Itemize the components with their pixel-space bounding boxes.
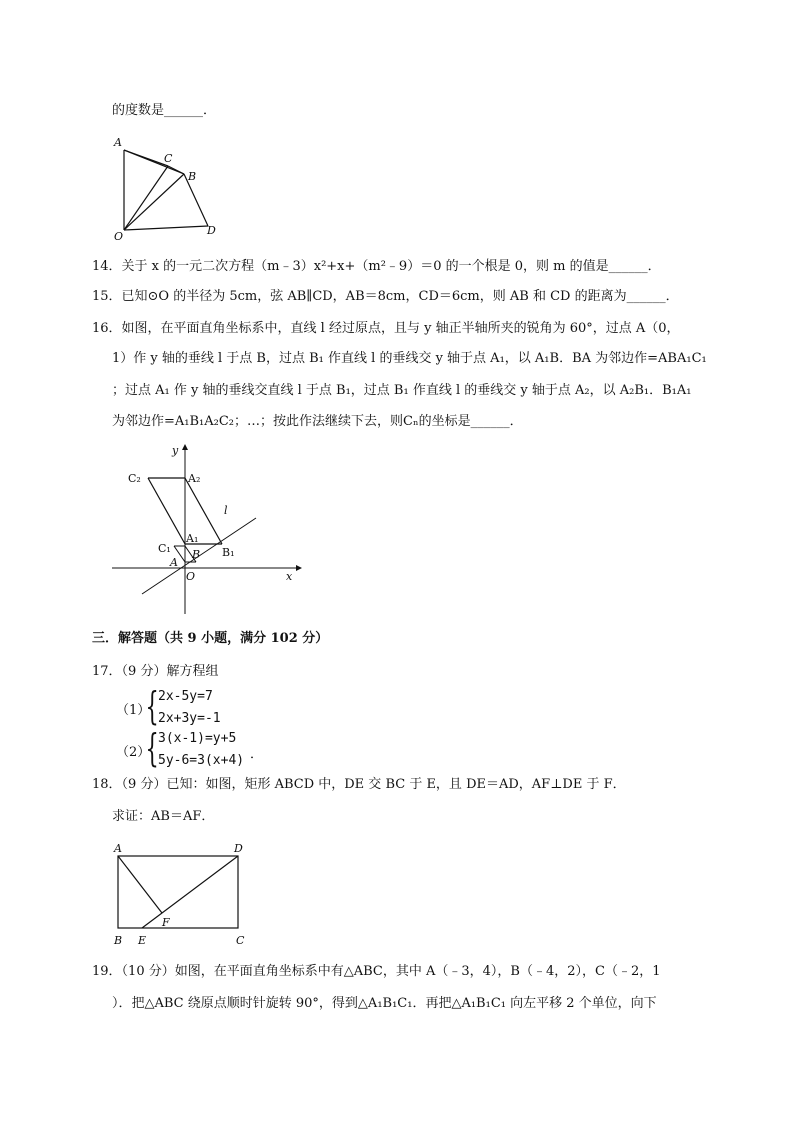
fig16-label-c2: C₂ [128,472,141,485]
q13-answer-line: 的度数是______． [112,103,217,118]
fig18-label-d: D [234,842,243,855]
fig18-label-a: A [114,842,122,855]
q17-part2-label: （2） [116,745,151,760]
fig16-label-l: l [224,504,228,517]
fig16-label-c1: C₁ [158,542,171,555]
fig13-label-b: B [188,170,197,183]
fig13-label-d: D [207,224,216,237]
fig18-label-e: E [138,934,147,947]
q17-part2-brace: { [145,726,159,770]
q17-part2-end: ． [250,747,264,762]
fig18-label-b: B [114,934,123,947]
q19-line-1: 19．（10 分）如图，在平面直角坐标系中有△ABC，其中 A（﹣3，4），B（﹣4，2），C（﹣2，1 [92,964,661,979]
q17-title: 17．（9 分）解方程组 [92,664,219,679]
q16-line-1: 16．如图，在平面直角坐标系中，直线 l 经过原点，且与 y 轴正半轴所夹的锐角为 60°，过点 A（0， [92,321,680,336]
fig16-label-y: y [172,444,179,457]
q16-line-4: 为邻边作=A₁B₁A₂C₂；…；按此作法继续下去，则Cₙ的坐标是______． [112,414,523,429]
fig16-label-x: x [286,570,293,583]
q18-line-2: 求证：AB＝AF． [112,809,215,824]
fig13-label-a: A [114,136,122,149]
q17-part1-brace: { [145,684,159,728]
q17-part2-eq2: 5y-6=3(x+4) [158,753,245,768]
fig16-label-b1: B₁ [222,546,235,559]
fig16-label-a2: A₂ [188,472,201,485]
q18-line-1: 18．（9 分）已知：如图，矩形 ABCD 中，DE 交 BC 于 E，且 DE＝AD，AF⊥DE 于 F． [92,777,626,792]
figure-q13 [110,128,220,243]
q17-part1-eq1: 2x-5y=7 [158,689,213,704]
q15-text: 15．已知⊙O 的半径为 5cm，弦 AB∥CD，AB＝8cm，CD＝6cm，则 AB 和 CD 的距离为______． [92,289,679,304]
q17-part2-eq1: 3(x-1)=y+5 [158,731,237,746]
q19-line-2: ）．把△ABC 绕原点顺时针旋转 90°，得到△A₁B₁C₁．再把△A₁B₁C₁ 向左平移 2 个单位，向下 [112,996,657,1011]
section-3-heading: 三．解答题（共 9 小题，满分 102 分） [92,631,329,646]
fig16-label-a: A [170,556,178,569]
figure-q16 [110,442,300,617]
q16-line-2: 1）作 y 轴的垂线 l 于点 B，过点 B₁ 作直线 l 的垂线交 y 轴于点 A₁，以 A₁B．BA 为邻边作=ABA₁C₁ [112,351,707,366]
q14-text: 14．关于 x 的一元二次方程（m﹣3）x²+x+（m²﹣9）＝0 的一个根是 0，则 m 的值是______． [92,259,661,274]
q16-line-3: ；过点 A₁ 作 y 轴的垂线交直线 l 于点 B₁，过点 B₁ 作直线 l 的垂线交 y 轴于点 A₂，以 A₂B₁．B₁A₁ [112,383,692,398]
fig16-label-b: B [192,548,201,561]
fig13-label-o: O [114,230,124,243]
fig16-label-a1: A₁ [186,532,199,545]
fig13-label-c: C [164,152,173,165]
fig16-label-o: O [186,570,196,583]
q17-part1-eq2: 2x+3y=-1 [158,711,221,726]
fig18-label-c: C [236,934,245,947]
figure-q18 [110,840,250,952]
fig18-label-f: F [162,916,170,929]
q17-part1-label: （1） [116,703,151,718]
